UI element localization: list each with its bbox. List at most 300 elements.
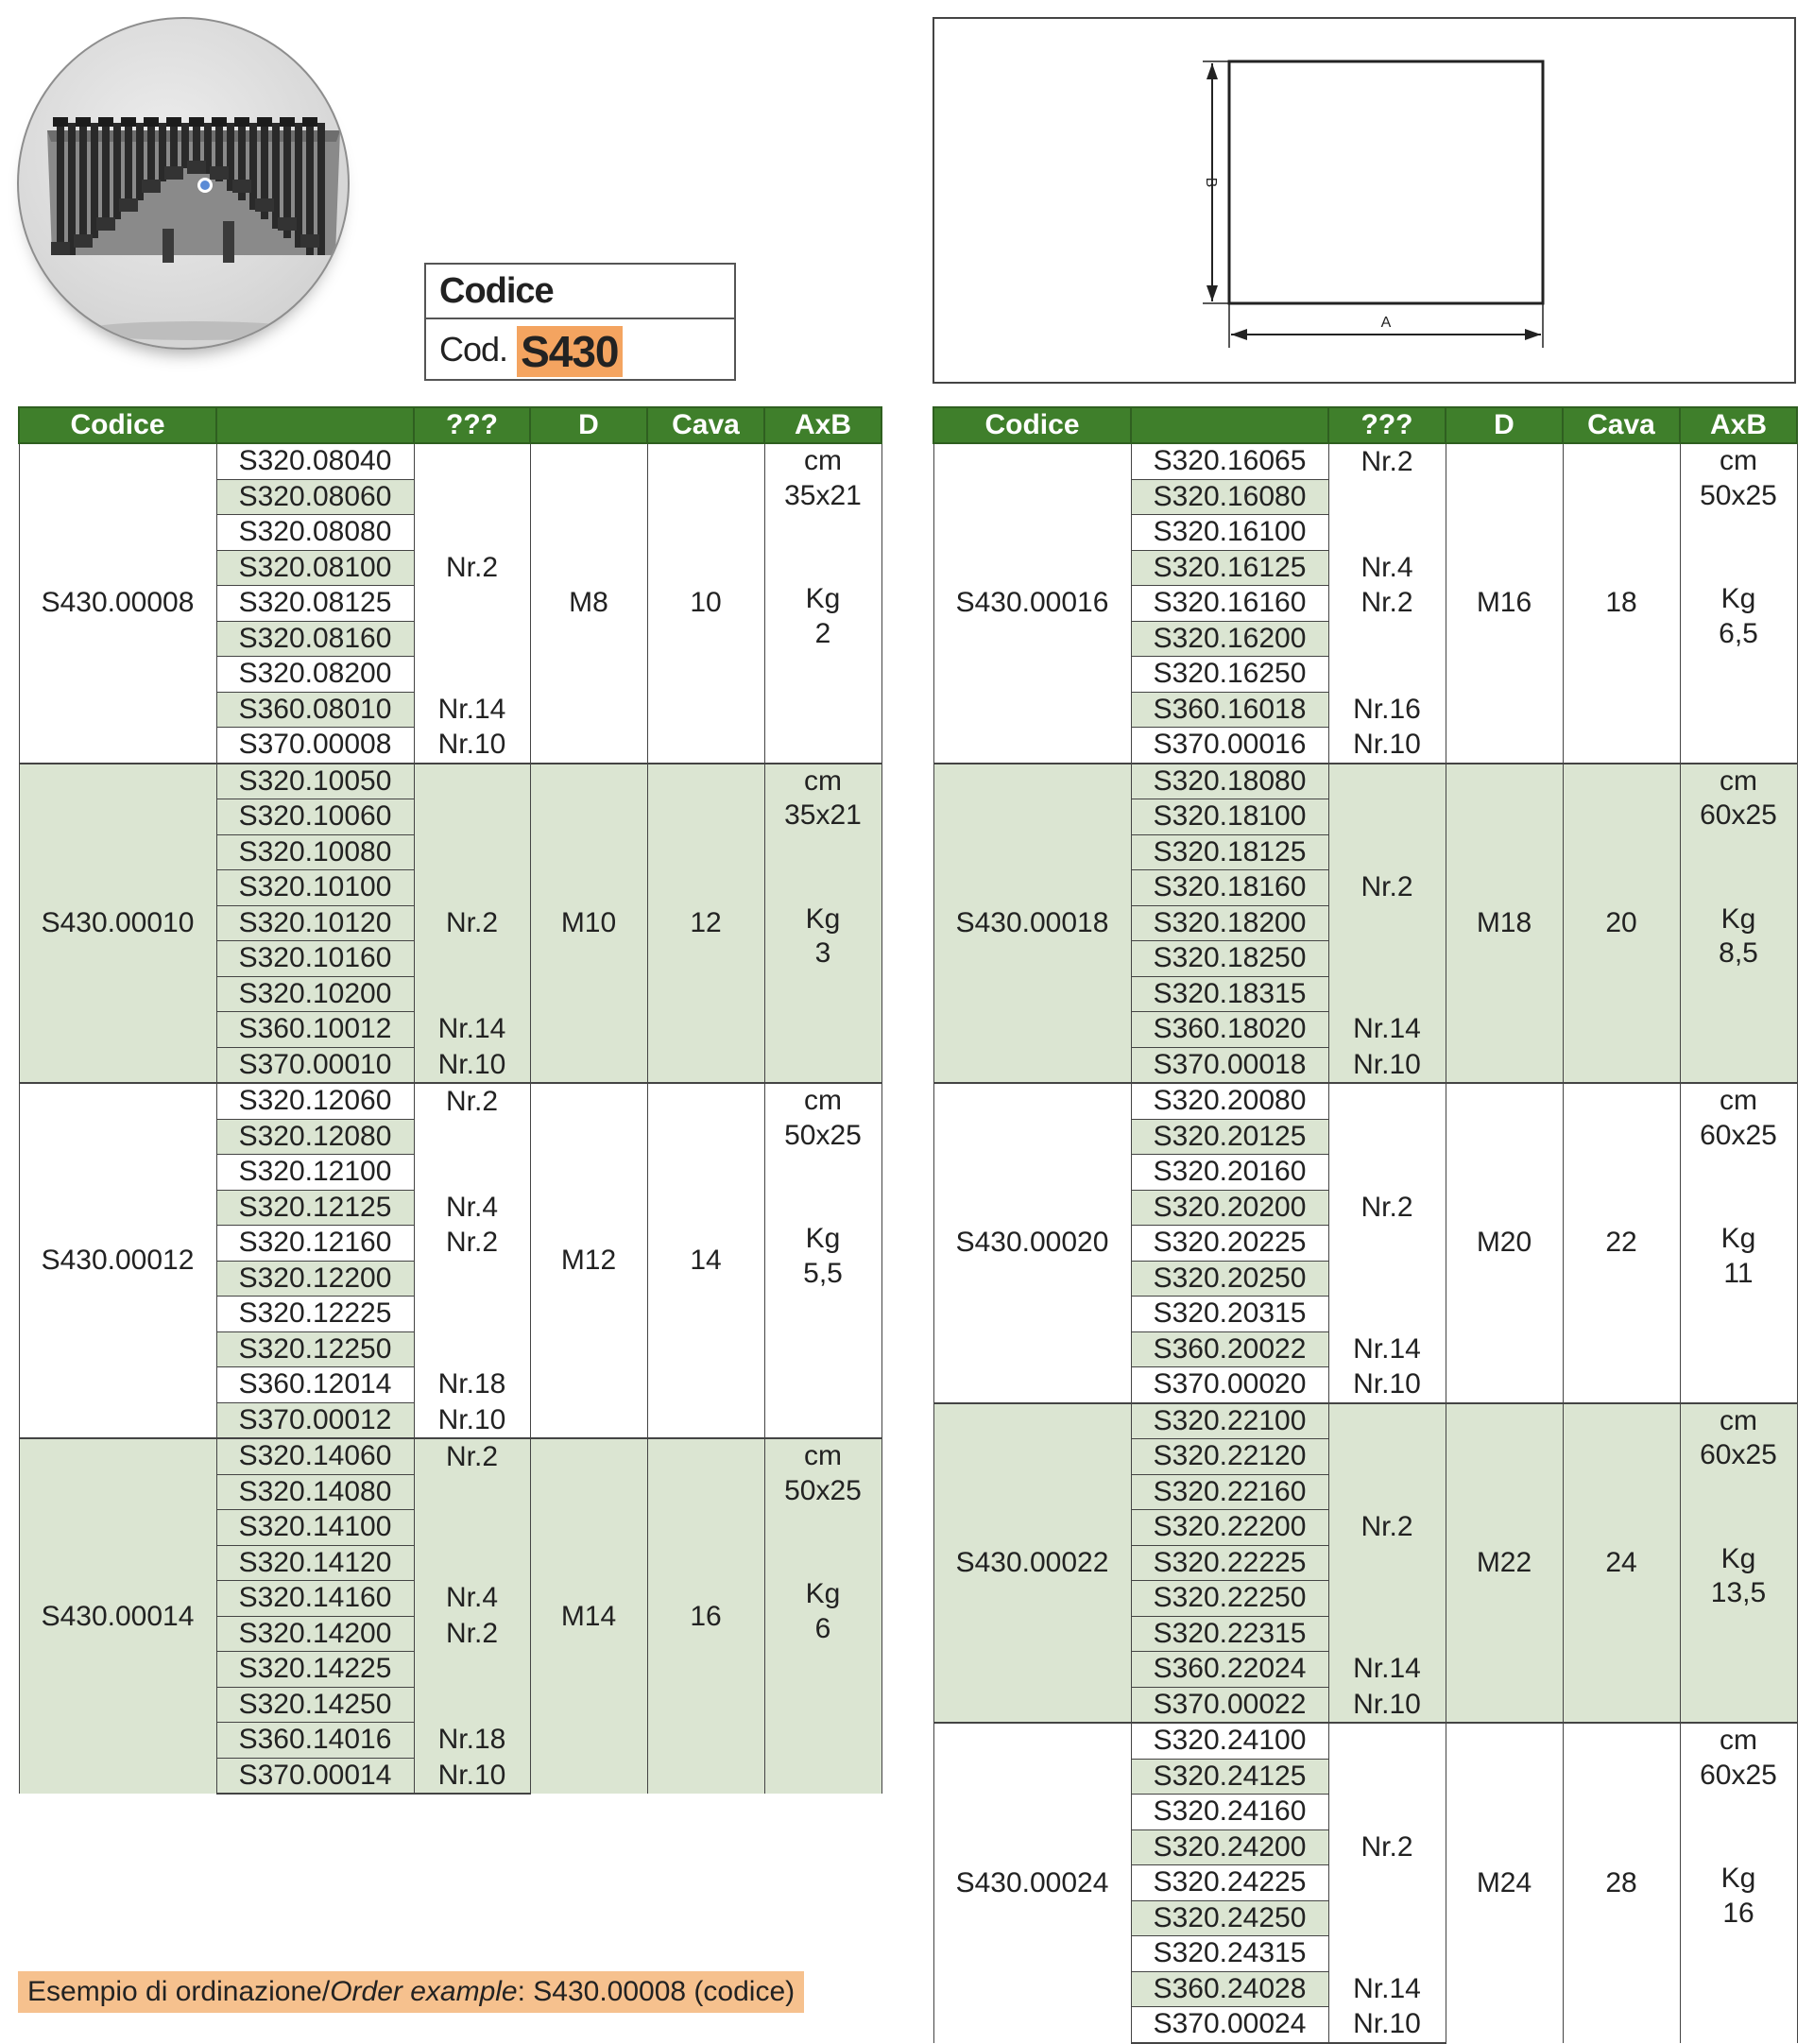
slot-size: 28 [1563, 1723, 1680, 2043]
quantity-cell [1328, 976, 1446, 1012]
part-code: S320.18080 [1131, 764, 1328, 799]
quantity-cell: Nr.4 [414, 1581, 530, 1617]
table-row [933, 764, 1797, 799]
quantity-cell [414, 1261, 530, 1297]
part-code: S320.18100 [1131, 799, 1328, 835]
part-code: S320.16200 [1131, 621, 1328, 657]
product-group [19, 1083, 881, 1438]
quantity-cell [414, 443, 530, 479]
quantity-cell: Nr.14 [1328, 1971, 1446, 2007]
slot-size: 24 [1563, 1403, 1680, 1724]
quantity-cell [1328, 1297, 1446, 1332]
thread-size: M12 [530, 1083, 647, 1438]
dimension-unit: cm [804, 445, 842, 476]
part-code: S320.16100 [1131, 515, 1328, 551]
part-code: S370.00008 [216, 728, 414, 764]
spacer [765, 1508, 881, 1543]
part-code: S360.18020 [1131, 1012, 1328, 1048]
quantity-cell: Nr.2 [414, 905, 530, 941]
weight-unit: Kg [805, 583, 841, 614]
quantity-cell [1328, 1545, 1446, 1581]
spacer [1681, 1188, 1797, 1223]
quantity-cell [1328, 799, 1446, 835]
order-example-text-italic: Order example [330, 1976, 518, 2007]
weight-value: 5,5 [803, 1257, 843, 1289]
table-row [19, 443, 881, 479]
quantity-cell [414, 1331, 530, 1367]
quantity-cell [414, 515, 530, 551]
product-group [933, 443, 1797, 764]
quantity-cell [1328, 1261, 1446, 1297]
spacer [1681, 513, 1797, 548]
column-header: D [1446, 407, 1563, 443]
product-group [19, 764, 881, 1084]
part-code: S320.22100 [1131, 1403, 1328, 1439]
column-header: Cava [1563, 407, 1680, 443]
product-group [19, 443, 881, 764]
table-row [19, 1438, 881, 1474]
quantity-cell [414, 764, 530, 799]
part-code: S320.20315 [1131, 1297, 1328, 1332]
part-code: S320.12060 [216, 1083, 414, 1119]
quantity-cell [1328, 1581, 1446, 1617]
product-group [19, 1438, 881, 1794]
part-code: S320.12125 [216, 1190, 414, 1226]
part-code: S320.22160 [1131, 1474, 1328, 1510]
part-code: S320.10160 [216, 941, 414, 977]
part-code: S320.24100 [1131, 1723, 1328, 1759]
part-code: S320.08200 [216, 657, 414, 693]
part-code: S320.10100 [216, 870, 414, 906]
slot-size: 16 [647, 1438, 764, 1794]
part-code: S360.24028 [1131, 1971, 1328, 2007]
part-code: S320.16125 [1131, 550, 1328, 586]
order-example-note [18, 1971, 804, 2013]
spec-table-left [18, 406, 882, 1795]
part-code: S320.22225 [1131, 1545, 1328, 1581]
quantity-cell [1328, 479, 1446, 515]
dimension-weight-cell [1680, 1403, 1797, 1724]
quantity-cell [1328, 1936, 1446, 1972]
column-header: ??? [414, 407, 530, 443]
thread-size: M18 [1446, 764, 1563, 1084]
quantity-cell [414, 870, 530, 906]
quantity-cell: Nr.10 [414, 1402, 530, 1438]
part-code: S370.00014 [216, 1758, 414, 1794]
dimension-unit: cm [804, 1085, 842, 1116]
bolt-rack-illustration [19, 19, 350, 350]
quantity-cell: Nr.2 [1328, 586, 1446, 622]
quantity-cell: Nr.10 [1328, 1047, 1446, 1083]
part-code: S320.20080 [1131, 1083, 1328, 1119]
table-row [933, 443, 1797, 479]
quantity-cell [1328, 1723, 1446, 1759]
weight-value: 13,5 [1710, 1577, 1767, 1608]
quantity-cell: Nr.2 [1328, 1190, 1446, 1226]
dimension-weight-cell [764, 764, 881, 1084]
column-header: AxB [1680, 407, 1797, 443]
table-row [933, 1723, 1797, 1759]
part-code: S320.14225 [216, 1652, 414, 1688]
quantity-cell [414, 1119, 530, 1155]
slot-size: 22 [1563, 1083, 1680, 1403]
quantity-cell [1328, 1900, 1446, 1936]
quantity-cell [414, 1474, 530, 1510]
weight-unit: Kg [1720, 1863, 1756, 1894]
slot-size: 20 [1563, 764, 1680, 1084]
part-code: S320.14160 [216, 1581, 414, 1617]
quantity-cell [1328, 621, 1446, 657]
spacer [1681, 1473, 1797, 1508]
dimension-weight-cell [1680, 443, 1797, 764]
dimension-label-b: B [1203, 177, 1219, 188]
part-code: S320.08040 [216, 443, 414, 479]
code-box-value-row [426, 319, 734, 379]
slot-size: 10 [647, 443, 764, 764]
part-code: S320.16065 [1131, 443, 1328, 479]
part-code: S370.00022 [1131, 1687, 1328, 1723]
part-code: S320.16080 [1131, 479, 1328, 515]
thread-size: M16 [1446, 443, 1563, 764]
quantity-cell: Nr.14 [414, 692, 530, 728]
table-header-row [933, 407, 1797, 443]
quantity-cell [1328, 834, 1446, 870]
column-header [1131, 407, 1328, 443]
weight-unit: Kg [1720, 1223, 1756, 1254]
quantity-cell [1328, 657, 1446, 693]
part-code: S320.14060 [216, 1438, 414, 1474]
spacer [765, 1188, 881, 1223]
part-code: S320.10120 [216, 905, 414, 941]
code-box-header: Codice [426, 265, 734, 319]
dimension-value: 60x25 [1700, 1759, 1777, 1791]
dimension-value: 50x25 [784, 1119, 862, 1151]
code-prefix: Cod. [439, 330, 508, 369]
quantity-cell [1328, 941, 1446, 977]
spacer [765, 548, 881, 583]
quantity-cell: Nr.10 [414, 1047, 530, 1083]
part-code: S320.20125 [1131, 1119, 1328, 1155]
part-code: S320.18250 [1131, 941, 1328, 977]
part-code: S320.12250 [216, 1331, 414, 1367]
spacer [765, 1153, 881, 1188]
thread-size: M14 [530, 1438, 647, 1794]
quantity-cell [1328, 1119, 1446, 1155]
quantity-cell [1328, 1403, 1446, 1439]
spacer [1681, 1793, 1797, 1828]
quantity-cell [1328, 1155, 1446, 1191]
part-code: S360.16018 [1131, 692, 1328, 728]
part-code: S320.18125 [1131, 834, 1328, 870]
group-code: S430.00016 [933, 443, 1131, 764]
part-code: S320.20160 [1131, 1155, 1328, 1191]
spacer [1681, 833, 1797, 868]
column-header: AxB [764, 407, 881, 443]
slot-size: 18 [1563, 443, 1680, 764]
part-code: S370.00020 [1131, 1367, 1328, 1403]
part-code: S320.08100 [216, 550, 414, 586]
quantity-cell [414, 1545, 530, 1581]
part-code: S320.16160 [1131, 586, 1328, 622]
quantity-cell [414, 1510, 530, 1546]
quantity-cell [1328, 1083, 1446, 1119]
group-code: S430.00014 [19, 1438, 216, 1794]
part-code: S320.12100 [216, 1155, 414, 1191]
weight-value: 8,5 [1719, 937, 1758, 969]
quantity-cell [1328, 1226, 1446, 1262]
spacer [765, 867, 881, 902]
part-code: S320.22250 [1131, 1581, 1328, 1617]
weight-unit: Kg [1720, 583, 1756, 614]
quantity-cell [414, 586, 530, 622]
group-code: S430.00022 [933, 1403, 1131, 1724]
group-code: S430.00018 [933, 764, 1131, 1084]
quantity-cell: Nr.14 [1328, 1012, 1446, 1048]
product-code-box [424, 263, 736, 381]
weight-value: 6,5 [1719, 617, 1758, 649]
part-code: S320.18200 [1131, 905, 1328, 941]
part-code: S360.10012 [216, 1012, 414, 1048]
quantity-cell: Nr.10 [414, 1758, 530, 1794]
quantity-cell [414, 621, 530, 657]
weight-value: 16 [1722, 1897, 1754, 1929]
product-group [933, 1083, 1797, 1403]
quantity-cell [1328, 1474, 1446, 1510]
quantity-cell: Nr.2 [414, 1083, 530, 1119]
dimension-value: 50x25 [1700, 479, 1777, 511]
thread-size: M24 [1446, 1723, 1563, 2043]
part-code: S320.08160 [216, 621, 414, 657]
product-photo [17, 17, 350, 350]
part-code: S320.08060 [216, 479, 414, 515]
dimension-label-a: A [1380, 315, 1392, 331]
part-code: S320.24200 [1131, 1829, 1328, 1865]
quantity-cell [414, 1297, 530, 1332]
thread-size: M8 [530, 443, 647, 764]
part-code: S320.18315 [1131, 976, 1328, 1012]
dimension-value: 60x25 [1700, 1439, 1777, 1470]
part-code: S320.24160 [1131, 1795, 1328, 1830]
order-example-text-2: : S430.00008 (codice) [517, 1976, 796, 2007]
spacer [1681, 1153, 1797, 1188]
dimension-value: 35x21 [784, 799, 862, 831]
weight-unit: Kg [1720, 1542, 1756, 1574]
part-code: S370.00010 [216, 1047, 414, 1083]
quantity-cell: Nr.16 [1328, 692, 1446, 728]
part-code: S320.10080 [216, 834, 414, 870]
part-code: S320.20250 [1131, 1261, 1328, 1297]
quantity-cell: Nr.2 [1328, 1829, 1446, 1865]
part-code: S370.00012 [216, 1402, 414, 1438]
spacer [1681, 1828, 1797, 1863]
group-code: S430.00008 [19, 443, 216, 764]
spacer [1681, 867, 1797, 902]
part-code: S320.12080 [216, 1119, 414, 1155]
part-code: S320.20200 [1131, 1190, 1328, 1226]
quantity-cell [1328, 1865, 1446, 1901]
quantity-cell [1328, 515, 1446, 551]
quantity-cell: Nr.2 [414, 1438, 530, 1474]
part-code: S320.10050 [216, 764, 414, 799]
quantity-cell: Nr.2 [1328, 443, 1446, 479]
quantity-cell: Nr.10 [1328, 2007, 1446, 2043]
column-header: ??? [1328, 407, 1446, 443]
quantity-cell [1328, 1795, 1446, 1830]
quantity-cell: Nr.14 [1328, 1331, 1446, 1367]
part-code: S320.14080 [216, 1474, 414, 1510]
group-code: S430.00012 [19, 1083, 216, 1438]
quantity-cell [414, 657, 530, 693]
column-header: Cava [647, 407, 764, 443]
weight-unit: Kg [805, 902, 841, 935]
part-code: S320.24225 [1131, 1865, 1328, 1901]
part-code: S360.20022 [1131, 1331, 1328, 1367]
dimension-weight-cell [1680, 1723, 1797, 2043]
dimension-value: 60x25 [1700, 799, 1777, 831]
thread-size: M22 [1446, 1403, 1563, 1724]
quantity-cell [414, 479, 530, 515]
column-header: D [530, 407, 647, 443]
part-code: S320.10200 [216, 976, 414, 1012]
dimension-unit: cm [1720, 445, 1757, 476]
quantity-cell: Nr.10 [1328, 1367, 1446, 1403]
code-value: S430 [517, 326, 622, 377]
product-group [933, 1723, 1797, 2043]
spacer [1681, 548, 1797, 583]
thread-size: M10 [530, 764, 647, 1084]
part-code: S320.22315 [1131, 1616, 1328, 1652]
quantity-cell [414, 941, 530, 977]
dimension-unit: cm [1720, 1404, 1757, 1436]
spec-table-right [933, 406, 1798, 2044]
part-code: S320.14200 [216, 1616, 414, 1652]
part-code: S320.16250 [1131, 657, 1328, 693]
part-code: S360.08010 [216, 692, 414, 728]
quantity-cell [1328, 1439, 1446, 1475]
spacer [1681, 1507, 1797, 1542]
quantity-cell: Nr.10 [1328, 728, 1446, 764]
quantity-cell: Nr.4 [1328, 550, 1446, 586]
dimension-value: 60x25 [1700, 1119, 1777, 1151]
dimension-weight-cell [1680, 764, 1797, 1084]
part-code: S320.22120 [1131, 1439, 1328, 1475]
part-code: S370.00016 [1131, 728, 1328, 764]
weight-unit: Kg [805, 1578, 841, 1609]
part-code: S370.00018 [1131, 1047, 1328, 1083]
part-code: S320.12200 [216, 1261, 414, 1297]
dimension-unit: cm [1720, 1725, 1757, 1756]
dimension-value: 35x21 [784, 479, 862, 511]
quantity-cell [414, 1687, 530, 1723]
quantity-cell: Nr.18 [414, 1367, 530, 1403]
slot-size: 14 [647, 1083, 764, 1438]
quantity-cell [414, 1155, 530, 1191]
product-group [933, 764, 1797, 1084]
weight-value: 11 [1723, 1257, 1754, 1289]
part-code: S320.18160 [1131, 870, 1328, 906]
column-header [216, 407, 414, 443]
table-header-row [19, 407, 881, 443]
group-code: S430.00024 [933, 1723, 1131, 2043]
part-code: S320.08080 [216, 515, 414, 551]
part-code: S320.14100 [216, 1510, 414, 1546]
order-example-text-1: Esempio di ordinazione/ [27, 1976, 331, 2007]
spacer [765, 833, 881, 868]
quantity-cell [414, 976, 530, 1012]
quantity-cell [414, 1652, 530, 1688]
dimension-weight-cell [764, 443, 881, 764]
quantity-cell [414, 799, 530, 835]
group-code: S430.00010 [19, 764, 216, 1084]
part-code: S360.12014 [216, 1367, 414, 1403]
quantity-cell: Nr.10 [1328, 1687, 1446, 1723]
column-header: Codice [19, 407, 216, 443]
quantity-cell: Nr.2 [414, 550, 530, 586]
spacer [765, 513, 881, 548]
quantity-cell: Nr.2 [1328, 1510, 1446, 1546]
spacer [765, 1543, 881, 1578]
table-row [19, 1083, 881, 1119]
dimension-weight-cell [1680, 1083, 1797, 1403]
quantity-cell: Nr.4 [414, 1190, 530, 1226]
part-code: S320.22200 [1131, 1510, 1328, 1546]
table-row [19, 764, 881, 799]
part-code: S370.00024 [1131, 2007, 1328, 2043]
dimension-diagram [933, 17, 1796, 384]
quantity-cell [1328, 764, 1446, 799]
slot-size: 12 [647, 764, 764, 1084]
weight-unit: Kg [805, 1223, 841, 1254]
part-code: S320.14250 [216, 1687, 414, 1723]
part-code: S320.12225 [216, 1297, 414, 1332]
quantity-cell: Nr.14 [414, 1012, 530, 1048]
dimension-unit: cm [1720, 1085, 1757, 1116]
quantity-cell: Nr.10 [414, 728, 530, 764]
quantity-cell: Nr.2 [414, 1616, 530, 1652]
thread-size: M20 [1446, 1083, 1563, 1403]
weight-value: 3 [814, 937, 831, 969]
quantity-cell: Nr.2 [414, 1226, 530, 1262]
quantity-cell: Nr.14 [1328, 1652, 1446, 1688]
quantity-cell [1328, 905, 1446, 941]
quantity-cell [1328, 1616, 1446, 1652]
dimension-unit: cm [804, 1440, 842, 1471]
part-code: S320.14120 [216, 1545, 414, 1581]
part-code: S320.24315 [1131, 1936, 1328, 1972]
table-row [933, 1083, 1797, 1119]
weight-unit: Kg [1720, 902, 1756, 935]
part-code: S360.14016 [216, 1723, 414, 1759]
product-group [933, 1403, 1797, 1724]
column-header: Codice [933, 407, 1131, 443]
weight-value: 6 [814, 1612, 831, 1644]
dimension-weight-cell [764, 1083, 881, 1438]
part-code: S360.22024 [1131, 1652, 1328, 1688]
dimension-drawing [934, 19, 1798, 386]
dimension-unit: cm [1720, 764, 1757, 797]
quantity-cell: Nr.18 [414, 1723, 530, 1759]
dimension-weight-cell [764, 1438, 881, 1794]
quantity-cell [1328, 1759, 1446, 1795]
weight-value: 2 [814, 617, 831, 649]
quantity-cell: Nr.2 [1328, 870, 1446, 906]
table-row [933, 1403, 1797, 1439]
part-code: S320.12160 [216, 1226, 414, 1262]
part-code: S320.24125 [1131, 1759, 1328, 1795]
dimension-value: 50x25 [784, 1474, 862, 1506]
dimension-unit: cm [804, 764, 842, 797]
group-code: S430.00020 [933, 1083, 1131, 1403]
